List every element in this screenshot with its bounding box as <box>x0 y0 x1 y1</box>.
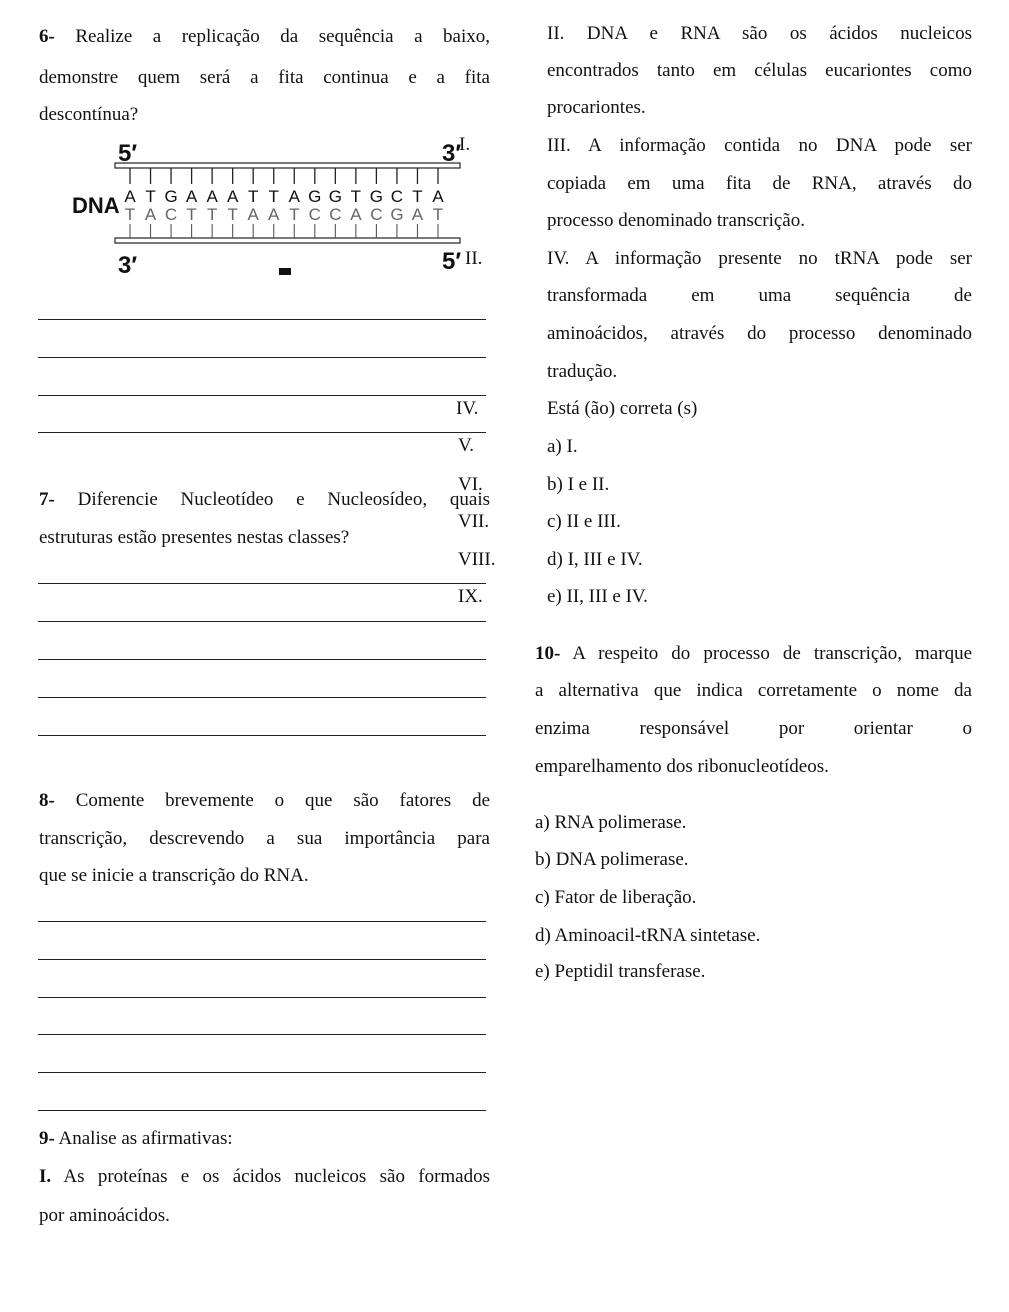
q8-line-3: que se inicie a transcrição do RNA. <box>39 865 309 886</box>
q7-line-1 <box>39 489 490 511</box>
q8-line-1 <box>39 790 490 812</box>
label-3-prime-bottom: 3′ <box>118 252 138 279</box>
answer-line <box>38 659 486 660</box>
q8-line-2: transcrição, descrevendo a sua importância para <box>39 828 490 849</box>
q9-option-b: b) I e II. <box>547 474 610 495</box>
bottom-base: T <box>186 205 197 224</box>
bottom-base: C <box>308 205 321 224</box>
bottom-base: T <box>289 205 300 224</box>
q6-line-2: demonstre quem será a fita continua e a fita <box>39 67 490 88</box>
q10-number: 10- <box>535 643 561 664</box>
bottom-base: C <box>370 205 383 224</box>
q10-option-b: b) DNA polimerase. <box>535 849 689 870</box>
q9-ii-line-3: procariontes. <box>547 97 646 118</box>
margin-numeral-4: V. <box>458 435 475 456</box>
q10-line-3: enzima responsável por orientar o <box>535 718 972 739</box>
bottom-base: T <box>432 205 444 224</box>
q7-number: 7- <box>39 489 55 510</box>
answer-line <box>38 395 486 396</box>
q9-iii-line-3: processo denominado transcrição. <box>547 210 805 231</box>
bottom-base: T <box>227 205 238 224</box>
bottom-base: T <box>124 205 136 224</box>
q10-option-d: d) Aminoacil-tRNA sintetase. <box>535 925 761 946</box>
q6-text-1: Realize a replicação da sequência a baixo, <box>75 26 490 47</box>
answer-line <box>38 997 486 998</box>
top-base: A <box>185 187 198 206</box>
answer-line <box>38 697 486 698</box>
q6-line-3: descontínua? <box>39 104 139 125</box>
answer-line <box>38 1110 486 1111</box>
bottom-base: T <box>206 205 218 224</box>
answer-line <box>38 959 486 960</box>
answer-line <box>38 319 486 320</box>
top-base: A <box>288 187 300 206</box>
q10-line-2: a alternativa que indica corretamente o nome da <box>535 680 972 701</box>
q10-option-a: a) RNA polimerase. <box>535 812 687 833</box>
answer-line <box>38 621 486 622</box>
q9-option-e: e) II, III e IV. <box>547 586 648 607</box>
q6-number: 6- <box>39 26 55 47</box>
q9-i-text-1: As proteínas e os ácidos nucleicos são formados <box>63 1166 491 1187</box>
dna-strands <box>110 160 470 250</box>
margin-numeral-7: VIII. <box>458 549 496 570</box>
margin-numeral-2: II. <box>465 248 483 269</box>
bottom-base: A <box>144 205 157 224</box>
q10-text-1: A respeito do processo de transcrição, marque <box>572 643 972 664</box>
top-base: A <box>206 187 218 206</box>
top-base: T <box>248 187 259 206</box>
bottom-base: C <box>329 205 342 224</box>
answer-line <box>38 432 486 433</box>
q7-line-2: estruturas estão presentes nestas classes? <box>39 527 350 548</box>
q6-line-1 <box>39 26 490 48</box>
label-5-prime-top: 5′ <box>118 140 138 167</box>
answer-line <box>38 1034 486 1035</box>
bottom-base: A <box>350 205 362 224</box>
q8-number: 8- <box>39 790 55 811</box>
margin-numeral-5: VI. <box>458 474 483 495</box>
q9-option-a: a) I. <box>547 436 578 457</box>
dna-label: DNA <box>72 193 120 218</box>
q9-iv-line-1: IV. A informação presente no tRNA pode ser <box>547 248 972 269</box>
q9-i-line-2: por aminoácidos. <box>39 1205 170 1226</box>
q9-iii-line-1: III. A informação contida no DNA pode ser <box>547 135 972 156</box>
answer-line <box>38 735 486 736</box>
q9-title <box>39 1128 490 1150</box>
answer-line <box>38 583 486 584</box>
q9-number: 9- <box>39 1128 55 1149</box>
bottom-base: A <box>411 205 424 224</box>
bottom-base: C <box>164 205 178 224</box>
top-base: T <box>268 187 279 206</box>
top-base: T <box>412 187 423 206</box>
bottom-base: A <box>247 205 259 224</box>
q9-i-label: I. <box>39 1166 52 1187</box>
q9-option-c: c) II e III. <box>547 511 621 532</box>
margin-numeral-3: IV. <box>456 398 479 419</box>
top-base: G <box>369 187 384 206</box>
bottom-backbone <box>115 238 460 243</box>
answer-line <box>38 1072 486 1073</box>
q8-text-1: Comente brevemente o que são fatores de <box>75 790 491 811</box>
top-backbone <box>115 163 460 168</box>
q9-ii-line-2: encontrados tanto em células eucariontes como <box>547 60 972 81</box>
dash-mark <box>279 268 291 275</box>
q9-iv-line-4: tradução. <box>547 361 618 382</box>
label-5-prime-bottom: 5′ <box>442 248 462 275</box>
q9-iii-line-2: copiada em uma fita de RNA, através do <box>547 173 972 194</box>
q9-iv-line-3: aminoácidos, através do processo denominado <box>547 323 972 344</box>
top-base: C <box>390 187 404 206</box>
top-base: A <box>226 187 239 206</box>
top-base: T <box>145 187 156 206</box>
bottom-base: A <box>268 205 280 224</box>
margin-numeral-1: I. <box>459 134 471 155</box>
bottom-base: G <box>390 205 404 224</box>
q9-title-text: Analise as afirmativas: <box>58 1128 233 1149</box>
label-3-prime-top: 3′ <box>442 140 462 167</box>
margin-numeral-6: VII. <box>458 511 490 532</box>
top-base: A <box>432 187 444 206</box>
q10-line-1 <box>535 643 972 665</box>
q9-ii-line-1: II. DNA e RNA são os ácidos nucleicos <box>547 23 972 44</box>
q7-text-1: Diferencie Nucleotídeo e Nucleosídeo, quais <box>77 489 490 510</box>
q9-question: Está (ão) correta (s) <box>547 398 698 419</box>
q10-line-4: emparelhamento dos ribonucleotídeos. <box>535 756 829 777</box>
top-base: G <box>164 187 178 206</box>
top-base: T <box>350 187 362 206</box>
answer-line <box>38 357 486 358</box>
margin-numeral-8: IX. <box>458 586 483 607</box>
q10-option-e: e) Peptidil transferase. <box>535 961 706 982</box>
top-base: G <box>308 187 322 206</box>
top-base: G <box>328 187 342 206</box>
top-base: A <box>124 187 136 206</box>
q9-iv-line-2: transformada em uma sequência de <box>547 285 972 306</box>
q10-option-c: c) Fator de liberação. <box>535 887 697 908</box>
answer-line <box>38 921 486 922</box>
q9-option-d: d) I, III e IV. <box>547 549 643 570</box>
q9-i-line-1 <box>39 1166 490 1188</box>
